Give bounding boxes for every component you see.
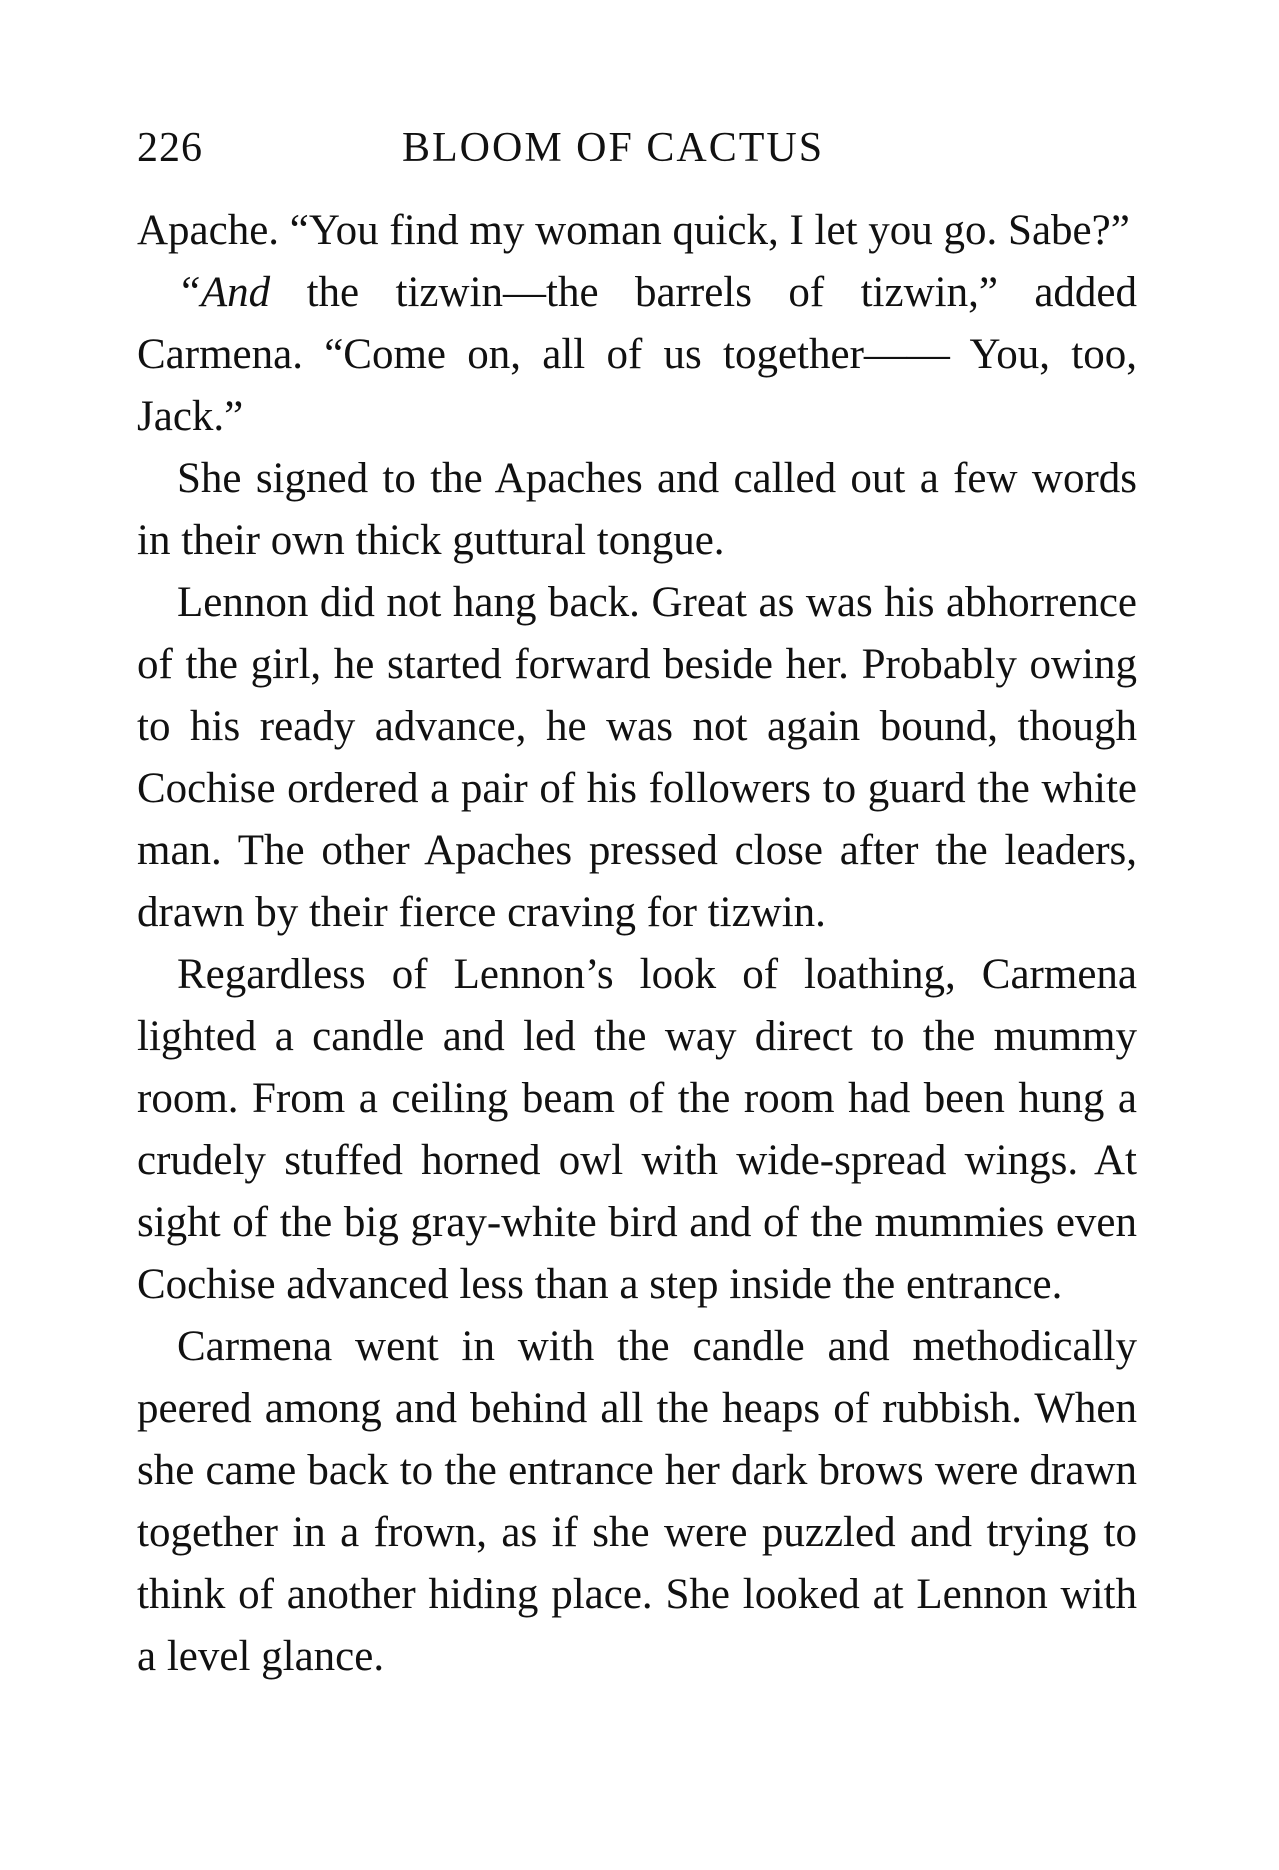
body-text xyxy=(137,200,1137,1688)
emphasized-word: “And xyxy=(177,269,271,316)
page-number: 226 xyxy=(137,125,203,171)
paragraph: Regardless of Lennon’s look of loathing, Carmena lighted a candle and led the way direct to the mummy room. From a ceiling beam of the room had been hung a crudely stuffed horned owl with wide-spread wings. At sight of the big gray-white bird and of the mummies even Cochise advanced less than a step inside the entrance. xyxy=(137,951,1137,1308)
paragraph xyxy=(137,262,1137,448)
paragraph: Lennon did not hang back. Great as was his abhorrence of the girl, he started forward beside her. Probably owing to his ready advance, he was not again bound, though Cochise ordered a pair of his followers to guard the white man. The other Apaches pressed close after the leaders, drawn by their fierce craving for tizwin. xyxy=(137,579,1137,936)
paragraph: Apache. “You find my woman quick, I let you go. Sabe?” xyxy=(137,207,1130,254)
paragraph: Carmena went in with the candle and methodically peered among and behind all the heaps of rubbish. When she came back to the entrance her dark brows were drawn together in a frown, as if she were puzzled and trying to think of another hiding place. She looked at Lennon with a level glance. xyxy=(137,1323,1137,1680)
paragraph: She signed to the Apaches and called out a few words in their own thick guttural tongue. xyxy=(137,455,1137,564)
running-head: BLOOM OF CACTUS xyxy=(402,125,825,171)
paragraph-text: the tizwin—the barrels of tizwin,” added Carmena. “Come on, all of us together—— You, too, Jack.” xyxy=(137,269,1137,440)
page-header xyxy=(137,118,1137,178)
